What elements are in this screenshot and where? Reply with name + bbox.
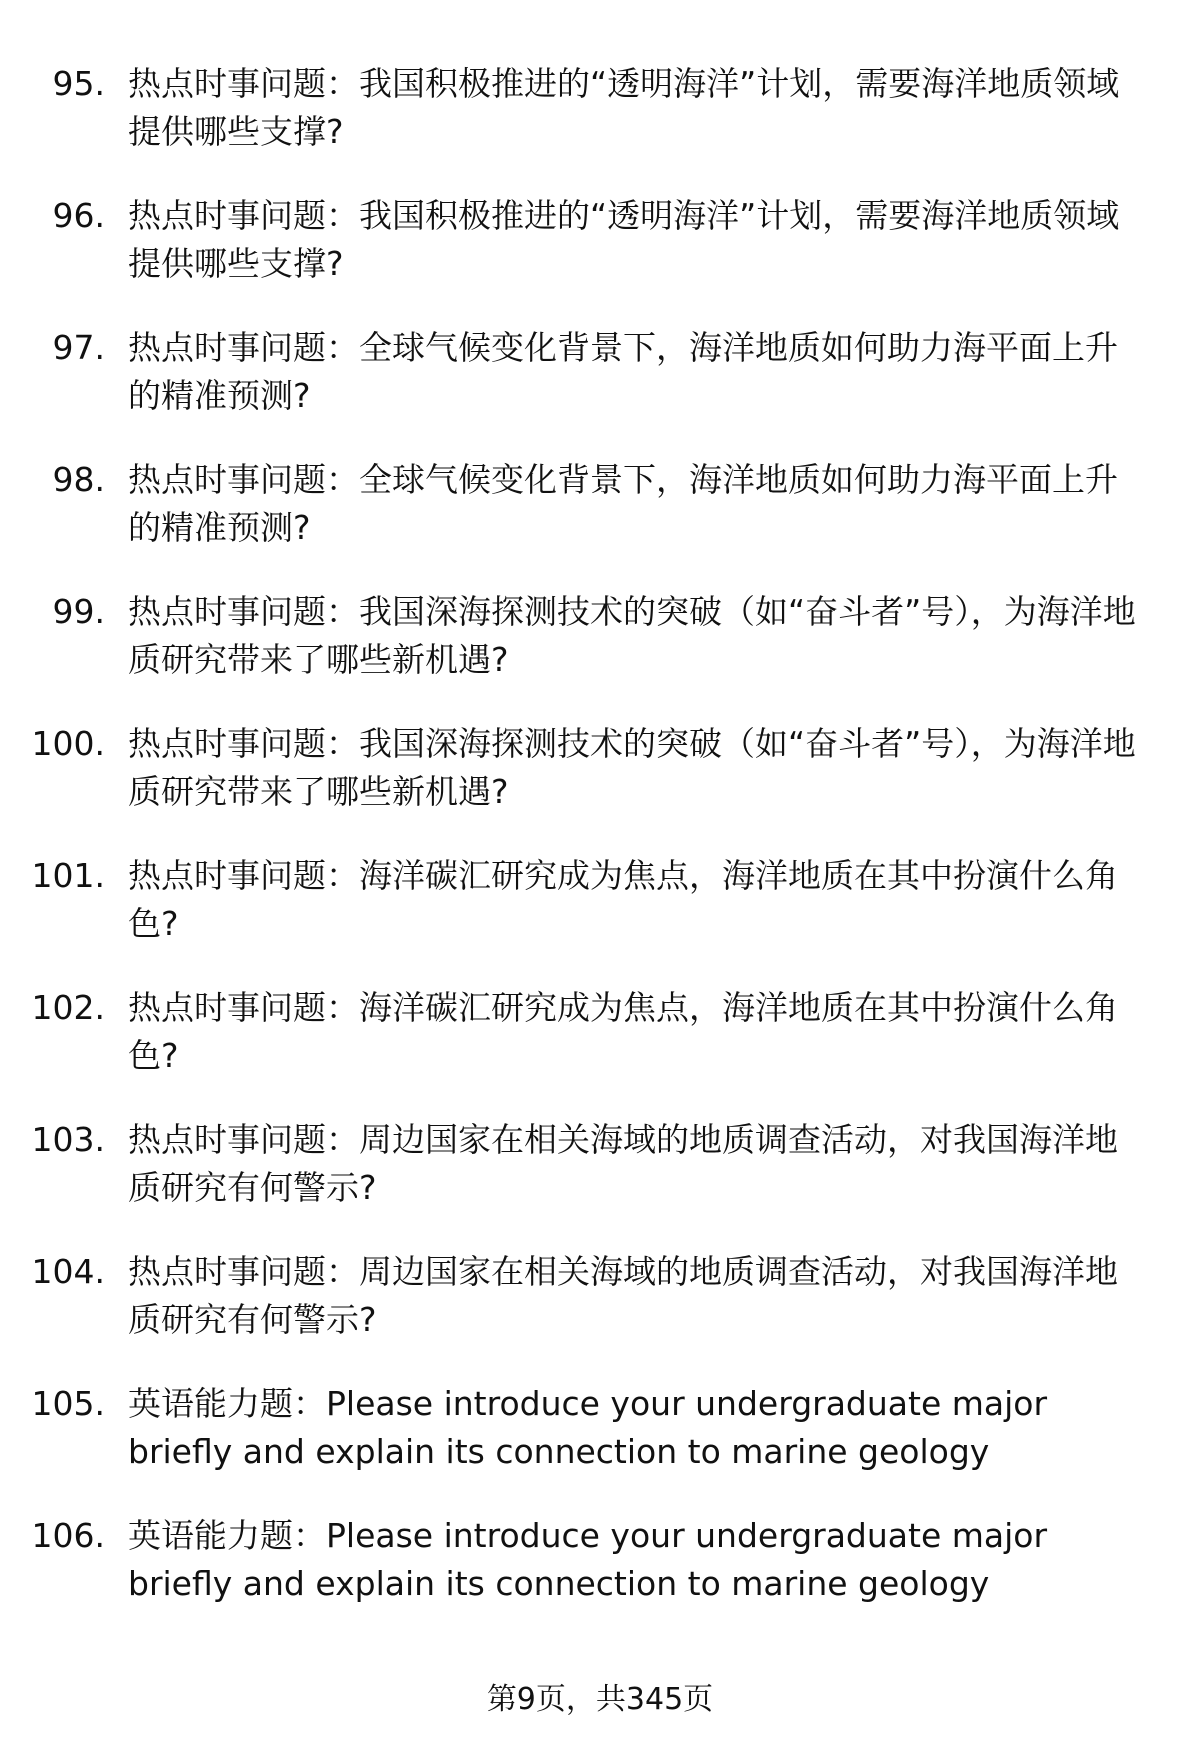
question-text: 热点时事问题：海洋碳汇研究成为焦点，海洋地质在其中扮演什么角色? [128,856,1118,943]
question-text: 热点时事问题：全球气候变化背景下，海洋地质如何助力海平面上升的精准预测? [128,460,1118,547]
question-text: 热点时事问题：我国深海探测技术的突破（如“奋斗者”号），为海洋地质研究带来了哪些新机遇? [128,724,1136,811]
question-number: 95. [52,64,105,103]
page-footer: 第9页，共345页 [486,1682,714,1717]
question-item [0,1116,1200,1248]
question-number: 105. [31,1384,105,1423]
question-text: 热点时事问题：我国积极推进的“透明海洋”计划，需要海洋地质领域提供哪些支撑? [128,196,1120,283]
question-text: 热点时事问题：我国深海探测技术的突破（如“奋斗者”号），为海洋地质研究带来了哪些新机遇? [128,592,1136,679]
question-item [0,1380,1200,1512]
question-number: 101. [31,856,105,895]
question-number: 98. [52,460,105,499]
question-text: 热点时事问题：周边国家在相关海域的地质调查活动，对我国海洋地质研究有何警示? [128,1120,1118,1207]
question-text: 热点时事问题：周边国家在相关海域的地质调查活动，对我国海洋地质研究有何警示? [128,1252,1118,1339]
question-number: 102. [31,988,105,1027]
question-text: 热点时事问题：我国积极推进的“透明海洋”计划，需要海洋地质领域提供哪些支撑? [128,64,1120,151]
question-text: 英语能力题：Please introduce your undergraduate major briefly and explain its connection to marine geology [128,1516,1048,1603]
question-text: 英语能力题：Please introduce your undergraduate major briefly and explain its connection to marine geology [128,1384,1048,1471]
question-list [0,60,1200,1644]
question-item [0,192,1200,324]
question-number: 104. [31,1252,105,1291]
question-number: 106. [31,1516,105,1555]
question-item [0,456,1200,588]
question-number: 97. [52,328,105,367]
question-text: 热点时事问题：全球气候变化背景下，海洋地质如何助力海平面上升的精准预测? [128,328,1118,415]
question-item [0,984,1200,1116]
question-item [0,1248,1200,1380]
question-item [0,1512,1200,1644]
question-number: 100. [31,724,105,763]
question-item [0,324,1200,456]
question-item [0,588,1200,720]
question-item [0,720,1200,852]
question-number: 103. [31,1120,105,1159]
question-item [0,852,1200,984]
question-item [0,60,1200,192]
question-number: 99. [52,592,105,631]
question-number: 96. [52,196,105,235]
question-text: 热点时事问题：海洋碳汇研究成为焦点，海洋地质在其中扮演什么角色? [128,988,1118,1075]
